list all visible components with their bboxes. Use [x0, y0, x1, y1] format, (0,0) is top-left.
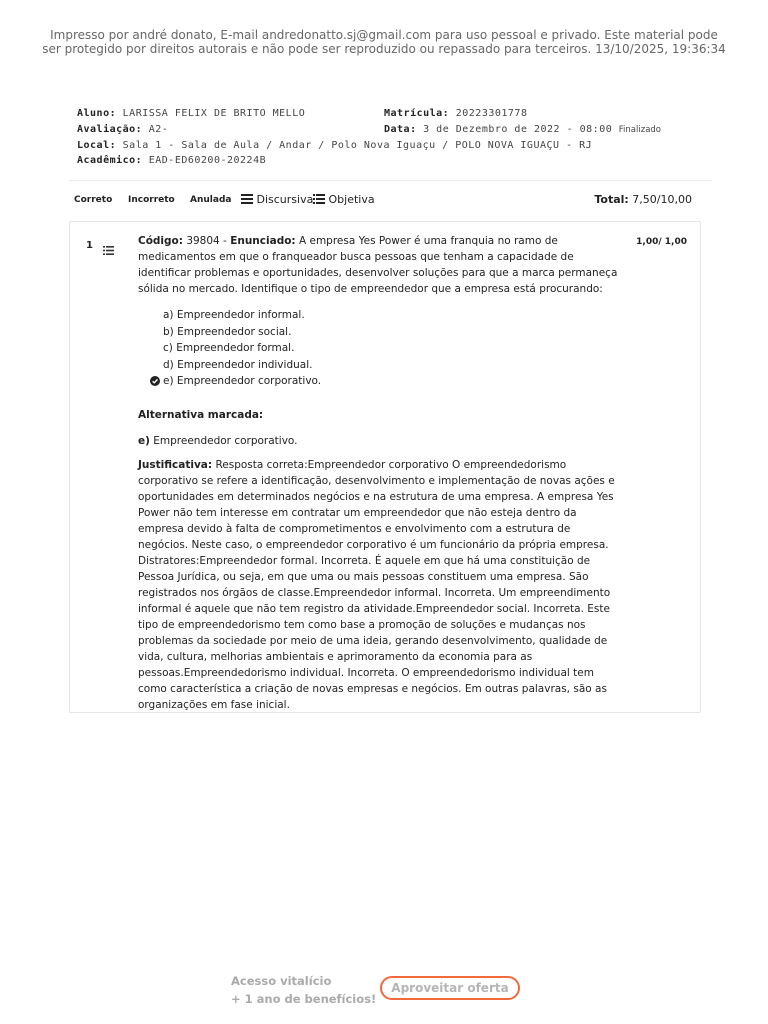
option-c: c) Empreendedor formal. — [163, 342, 295, 354]
question-number: 1 — [86, 240, 93, 251]
legend-objetiva — [313, 193, 375, 206]
legend-anulada: Anulada — [190, 195, 232, 205]
avaliacao-label: Avaliação: — [77, 124, 143, 135]
marked-letter: e) — [138, 434, 150, 447]
local-label: Local: — [77, 140, 117, 151]
option-a: a) Empreendedor informal. — [163, 309, 305, 321]
promo-line-2: + 1 ano de benefícios! — [231, 992, 377, 1006]
options-list — [163, 307, 620, 390]
legend-correto: Correto — [74, 195, 113, 205]
total-score — [594, 193, 692, 206]
print-watermark: Impresso por andré donato, E-mail andredonatto.sj@gmail.com para uso pessoal e privado. Este material pode ser protegido por direitos autorais e não pode ser reproduzido ou repassado para terceiros. 13/10/2025, 19:36:34 — [42, 28, 726, 56]
question-statement — [138, 233, 620, 297]
justification — [138, 457, 620, 713]
matricula-label: Matrícula: — [384, 108, 450, 119]
legend-incorreto: Incorreto — [128, 195, 175, 205]
legend-objetiva-label: Objetiva — [328, 193, 375, 206]
promo-line-1: Acesso vitalício — [231, 974, 332, 988]
aluno-value: LARISSA FELIX DE BRITO MELLO — [122, 108, 306, 119]
option-b: b) Empreendedor social. — [163, 325, 292, 338]
data-label: Data: — [384, 124, 417, 135]
marked-text: Empreendedor corporativo. — [153, 434, 298, 447]
local-value: Sala 1 - Sala de Aula / Andar / Polo Nova Iguaçu / POLO NOVA IGUAÇU - RJ — [122, 140, 593, 151]
marked-title: Alternativa marcada: — [138, 408, 264, 421]
enunciado-text: A empresa Yes Power é uma franquia no ramo de medicamentos em que o franqueador busca pessoas que tenham a capacidade de identificar problemas e oportunidades, desenvolver soluções para que a marca permaneça sólida no mercado. Identifique o tipo de empreendedor que a empresa está procurando: — [138, 235, 618, 295]
justificativa-text-2: Distratores:Empreendedor formal. Incorreta. É aquele em que há uma constituição de Pessoa Jurídica, ou seja, em que uma ou mais pessoas constituem uma empresa. São registrados nos órgãos de classe.Empreendedor informal. Incorreta. Um empreendimento informal é aquele que não tem registro da atividade.Empreendedor social. Incorreta. Este tipo de empreendedorismo tem como base a promoção de soluções e mudanças nos problemas da sociedade por meio de uma ideia, gerando desenvolvimento, qualidade de vida, cultura, melhorias ambientais e aprimoramento da economia para as pessoas.Empreendedorismo individual. Incorreta. O empreendedorismo individual tem como característica a criação de novas empresas e negócios. Em outras palavras, são as organizações em fase inicial. — [138, 554, 611, 711]
total-value: 7,50/10,00 — [632, 193, 692, 206]
question-card — [69, 221, 701, 713]
list-ul-icon — [313, 194, 325, 204]
promo-text — [231, 972, 376, 1008]
justificativa-label: Justificativa: — [138, 458, 213, 471]
justificativa-text-1: Resposta correta:Empreendedor corporativo O empreendedorismo corporativo se refere a identificação, desenvolvimento e implementação de novas ações e oportunidades em determinados negócios e na estrutura de uma empresa. A empresa Yes Power não tem interesse em contratar um empreendedor que não esteja dentro da empresa devido à falta de comprometimentos e envolvimento com a estrutura de negócios. Neste caso, o empreendedor corporativo é um funcionário da própria empresa. — [138, 458, 615, 551]
codigo-label: Código: — [138, 235, 183, 247]
status-text: Finalizado — [618, 125, 661, 135]
enunciado-label: Enunciado: — [230, 235, 296, 247]
promo-button[interactable]: Aproveitar oferta — [380, 976, 520, 1000]
check-circle-icon — [150, 376, 160, 386]
aluno-label: Aluno: — [77, 108, 117, 119]
option-e-label: e) Empreendedor corporativo. — [163, 375, 322, 387]
list-icon — [241, 194, 253, 204]
marked-answer — [138, 433, 620, 449]
avaliacao-value: A2- — [148, 124, 169, 135]
option-e — [163, 373, 620, 390]
academico-label: Acadêmico: — [77, 155, 143, 166]
total-label: Total: — [594, 193, 629, 206]
legend-discursiva-label: Discursiva — [256, 193, 314, 206]
legend-discursiva — [241, 193, 313, 206]
question-content — [138, 233, 620, 713]
matricula-value: 20223301778 — [455, 108, 528, 119]
divider — [69, 180, 712, 181]
option-d: d) Empreendedor individual. — [163, 358, 313, 371]
question-score: 1,00/ 1,00 — [636, 237, 687, 247]
data-value: 3 de Dezembro de 2022 - 08:00 — [423, 124, 613, 135]
academico-value: EAD-ED60200-20224B — [148, 155, 267, 166]
legend-bar — [74, 193, 692, 209]
list-ul-icon — [103, 240, 114, 259]
codigo-value: 39804 - — [186, 235, 227, 247]
